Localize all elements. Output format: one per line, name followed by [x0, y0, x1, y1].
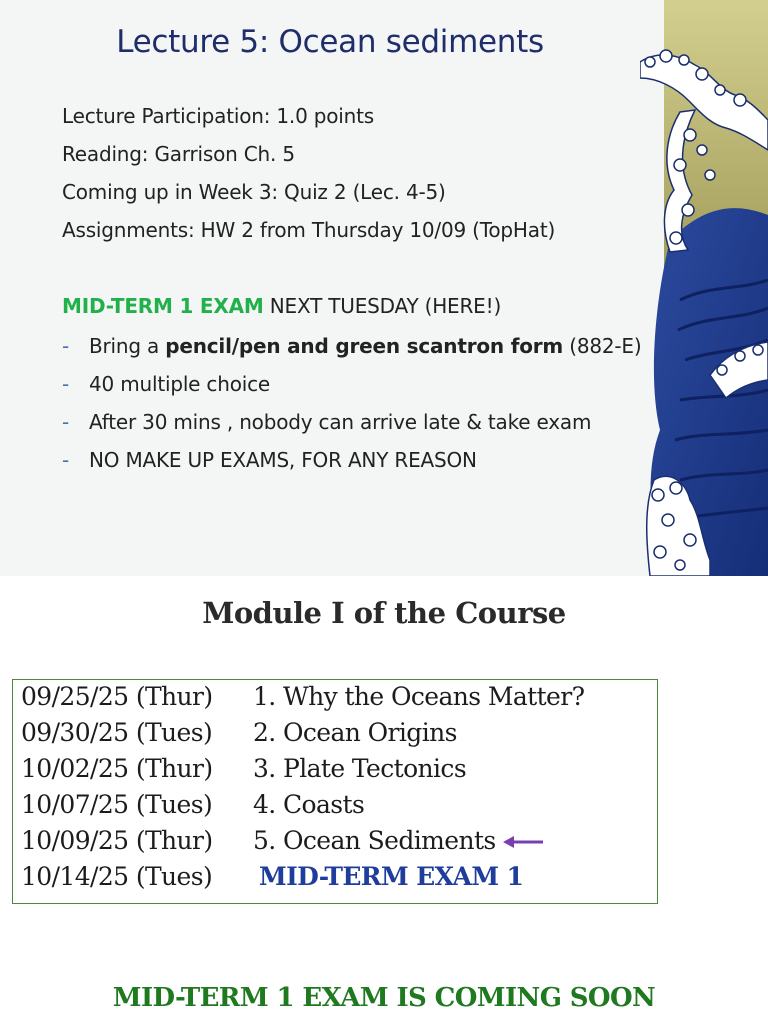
schedule-row-current: [21, 826, 651, 862]
bullet-dash: -: [62, 334, 70, 358]
schedule-topic: 1. Why the Oceans Matter?: [253, 682, 585, 711]
bullet-dash: -: [62, 372, 70, 396]
schedule-topic: 3. Plate Tectonics: [253, 754, 467, 783]
exam-notice-rest: NEXT TUESDAY (HERE!): [263, 294, 502, 318]
great-wave-illustration: [640, 0, 768, 576]
schedule-row: [21, 682, 651, 718]
schedule-row: [21, 790, 651, 826]
schedule-date: 10/14/25 (Tues): [21, 862, 213, 891]
bullet-text: After 30 mins , nobody can arrive late & take exam: [89, 410, 592, 434]
bullet-text: Bring a: [89, 334, 166, 358]
schedule-date: 10/07/25 (Tues): [21, 790, 213, 819]
schedule-table: [12, 679, 658, 904]
bullet-item: [62, 448, 477, 472]
schedule-date: 09/25/25 (Thur): [21, 682, 213, 711]
exam-notice-highlight: MID-TERM 1 EXAM: [62, 294, 264, 318]
bullet-item: [62, 410, 591, 434]
schedule-row-exam: [21, 862, 651, 898]
reading-line: Reading: Garrison Ch. 5: [62, 142, 295, 166]
schedule-date: 09/30/25 (Tues): [21, 718, 213, 747]
bullet-bold-text: pencil/pen and green scantron form: [165, 334, 564, 358]
bullet-dash: -: [62, 448, 70, 472]
schedule-date: 10/02/25 (Thur): [21, 754, 213, 783]
exam-coming-soon-banner: MID-TERM 1 EXAM IS COMING SOON: [112, 983, 656, 1013]
bullet-item: [62, 372, 270, 396]
schedule-topic: 4. Coasts: [253, 790, 365, 819]
bullet-text-suffix: (882-E): [563, 334, 642, 358]
bullet-text: NO MAKE UP EXAMS, FOR ANY REASON: [89, 448, 477, 472]
schedule-row: [21, 718, 651, 754]
schedule-row: [21, 754, 651, 790]
upcoming-quiz-line: Coming up in Week 3: Quiz 2 (Lec. 4-5): [62, 180, 446, 204]
bullet-dash: -: [62, 410, 70, 434]
assignments-line: Assignments: HW 2 from Thursday 10/09 (TopHat): [62, 218, 556, 242]
left-arrow-icon: [503, 835, 545, 849]
exam-notice: [62, 294, 501, 318]
bullet-item: [62, 334, 641, 358]
bullet-text: 40 multiple choice: [89, 372, 270, 396]
schedule-date: 10/09/25 (Thur): [21, 826, 213, 855]
schedule-topic-exam: MID-TERM EXAM 1: [259, 862, 524, 891]
schedule-topic: 2. Ocean Origins: [253, 718, 457, 747]
participation-line: Lecture Participation: 1.0 points: [62, 104, 374, 128]
schedule-topic: 5. Ocean Sediments: [253, 826, 496, 855]
slide-title: Lecture 5: Ocean sediments: [116, 24, 544, 60]
module-title: Module I of the Course: [202, 596, 566, 630]
